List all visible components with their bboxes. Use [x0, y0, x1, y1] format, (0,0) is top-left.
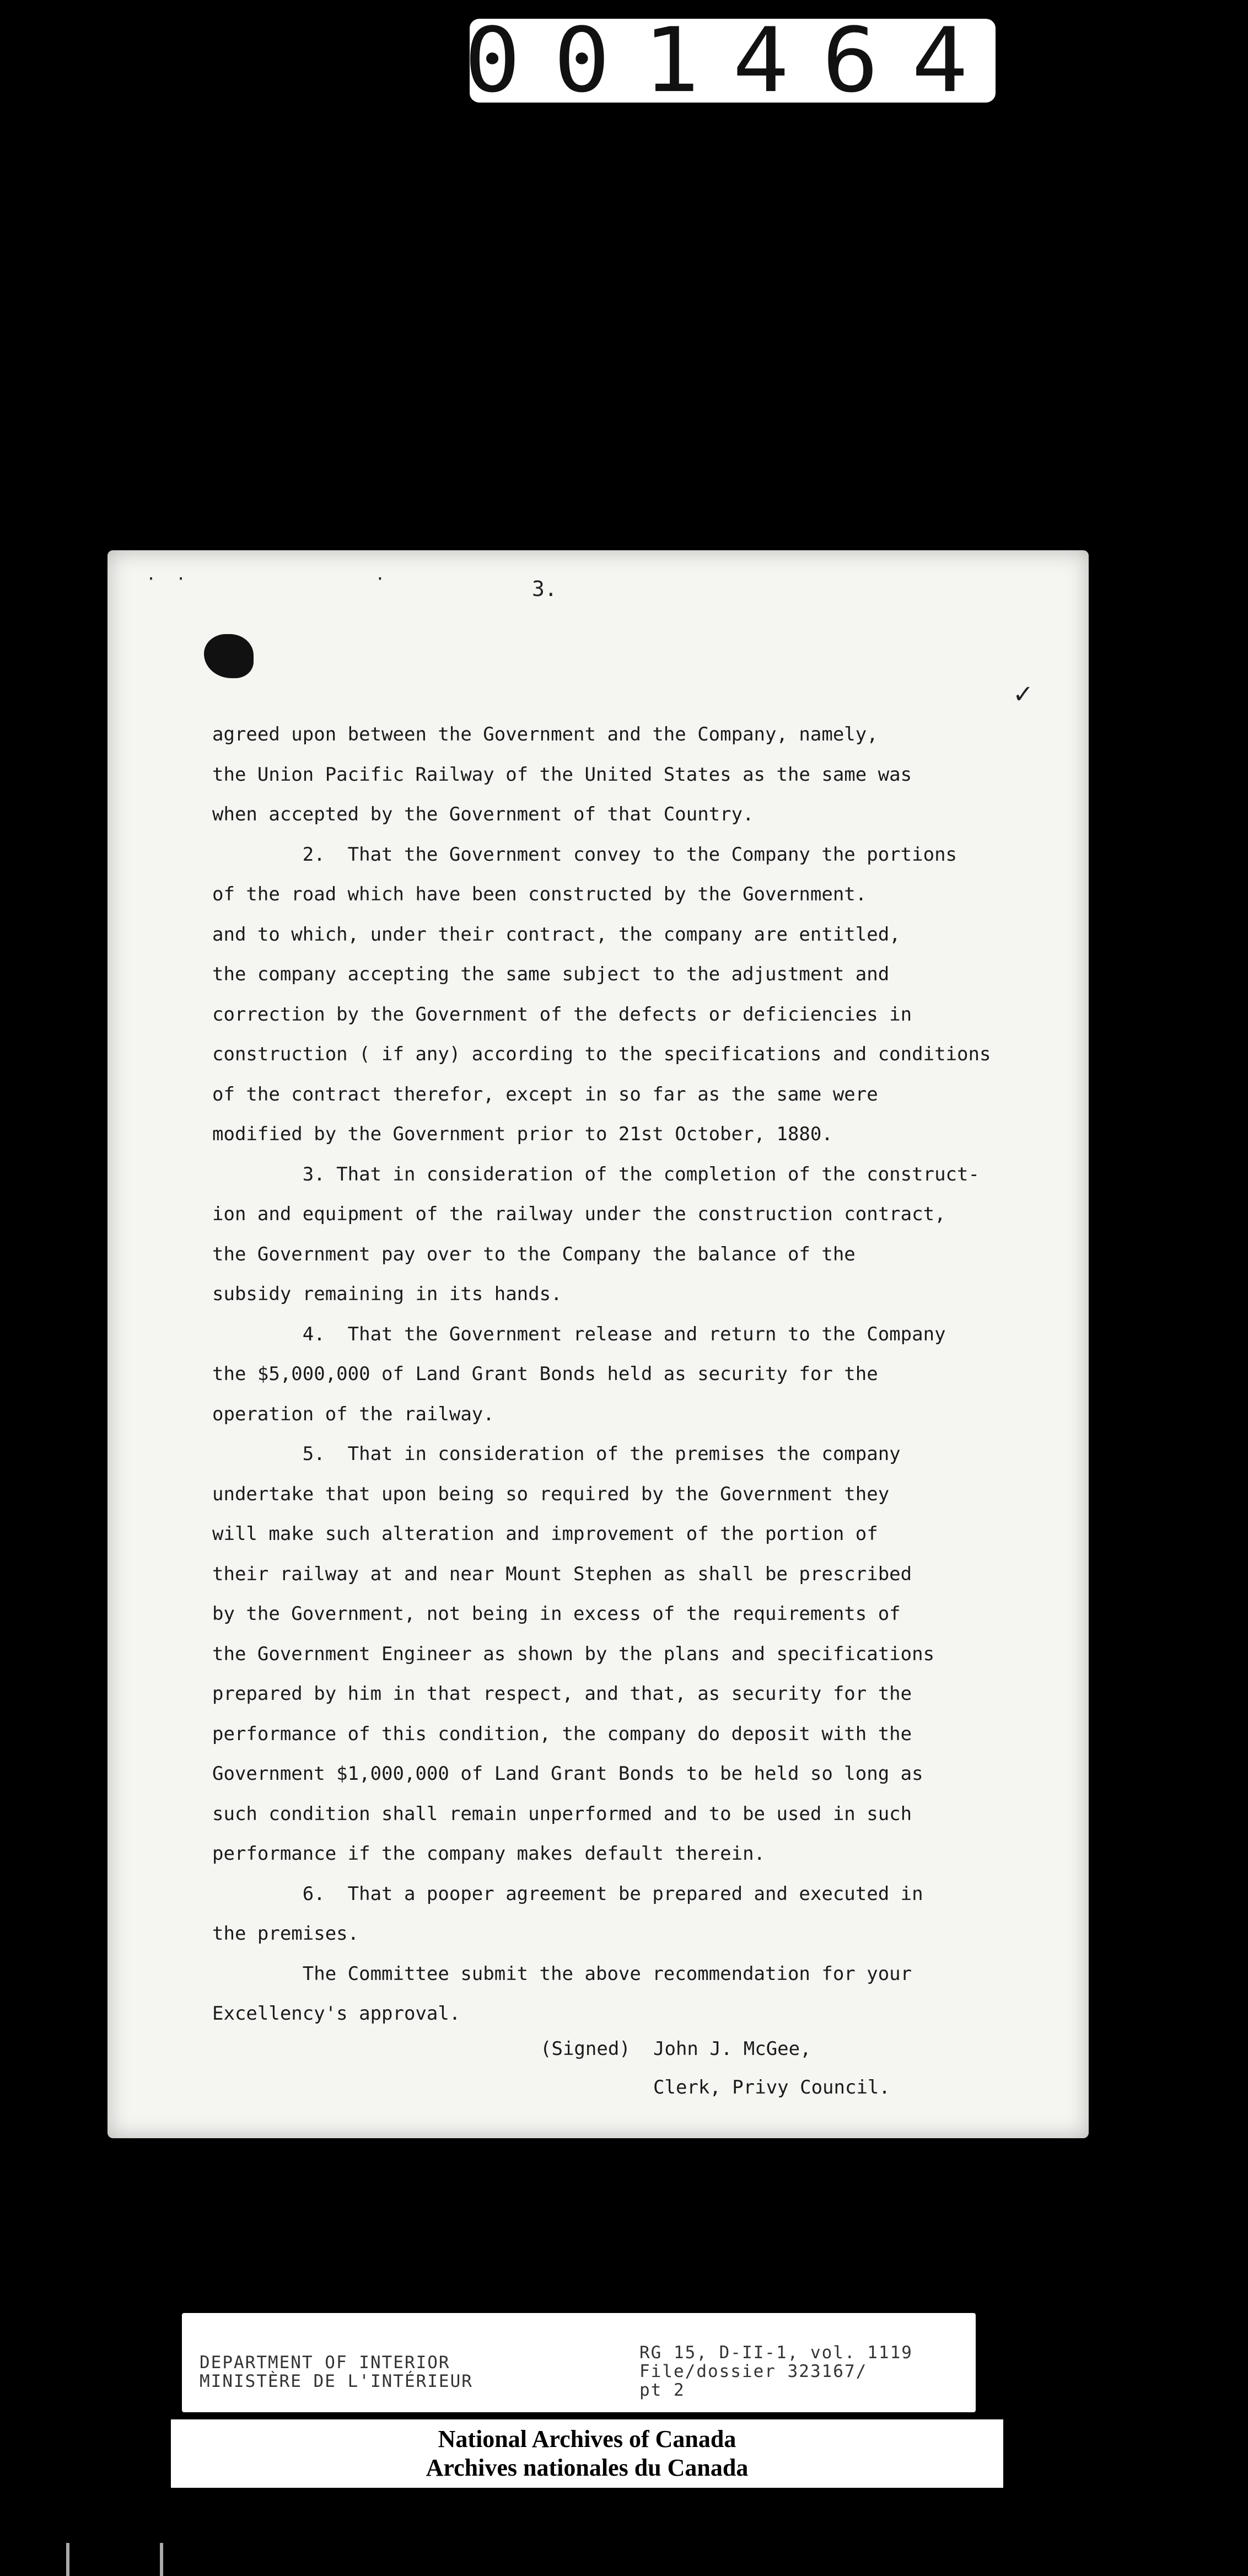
- body-line: will make such alteration and improvement of the portion of: [212, 1523, 878, 1545]
- body-line: modified by the Government prior to 21st October, 1880.: [212, 1123, 833, 1145]
- archives-name-french: Archives nationales du Canada: [426, 2454, 749, 2481]
- body-line: performance of this condition, the company do deposit with the: [212, 1722, 912, 1745]
- body-line: such condition shall remain unperformed and to be used in such: [212, 1802, 912, 1825]
- document-page: [107, 550, 1089, 2138]
- body-line: the premises.: [212, 1923, 359, 1945]
- body-line: of the road which have been constructed by the Government.: [212, 883, 867, 905]
- frame-number: 001464: [464, 8, 1002, 113]
- part-reference: pt 2: [639, 2380, 685, 2400]
- check-mark: ✓: [1014, 677, 1032, 710]
- body-line: 5. That in consideration of the premises the company: [212, 1443, 901, 1465]
- body-line: and to which, under their contract, the company are entitled,: [212, 923, 901, 946]
- page-number: 3.: [532, 577, 557, 601]
- body-line: Excellency's approval.: [212, 2003, 461, 2025]
- archive-reference-label: [182, 2313, 976, 2412]
- body-line: Government $1,000,000 of Land Grant Bonds to be held so long as: [212, 1763, 923, 1785]
- body-line: their railway at and near Mount Stephen as shall be prescribed: [212, 1563, 912, 1585]
- body-line: the Government Engineer as shown by the plans and specifications: [212, 1643, 935, 1665]
- body-line: by the Government, not being in excess of the requirements of: [212, 1603, 901, 1625]
- body-line: construction ( if any) according to the specifications and conditions: [212, 1043, 991, 1065]
- signed-label: (Signed): [540, 2038, 631, 2060]
- body-line: agreed upon between the Government and the Company, namely,: [212, 723, 878, 745]
- body-line: of the contract therefor, except in so far as the same were: [212, 1083, 878, 1105]
- file-reference: File/dossier 323167/: [639, 2362, 868, 2381]
- film-edge-mark: [160, 2543, 163, 2576]
- national-archives-label: [171, 2419, 1003, 2488]
- department-english: DEPARTMENT OF INTERIOR: [200, 2353, 450, 2373]
- body-line: prepared by him in that respect, and that, as security for the: [212, 1683, 912, 1705]
- body-line: 2. That the Government convey to the Company the portions: [212, 843, 957, 866]
- body-line: the Union Pacific Railway of the United States as the same was: [212, 763, 912, 786]
- body-line: 3. That in consideration of the completion of the construct-: [212, 1163, 980, 1185]
- body-line: correction by the Government of the defects or deficiencies in: [212, 1003, 912, 1026]
- body-line: the Government pay over to the Company the balance of the: [212, 1243, 856, 1265]
- body-line: the company accepting the same subject to the adjustment and: [212, 963, 890, 985]
- body-line: 6. That a pooper agreement be prepared and executed in: [212, 1882, 923, 1905]
- body-line: subsidy remaining in its hands.: [212, 1283, 562, 1305]
- record-group-reference: RG 15, D-II-1, vol. 1119: [639, 2343, 913, 2363]
- signatory-name: John J. McGee,: [653, 2038, 811, 2060]
- page-specks: · · ·: [146, 570, 385, 589]
- department-french: MINISTÈRE DE L'INTÉRIEUR: [200, 2371, 473, 2391]
- body-line: the $5,000,000 of Land Grant Bonds held as security for the: [212, 1363, 878, 1385]
- body-line: performance if the company makes default therein.: [212, 1843, 766, 1865]
- signatory-title: Clerk, Privy Council.: [653, 2076, 890, 2099]
- body-line: when accepted by the Government of that Country.: [212, 803, 754, 825]
- body-text: [212, 715, 1072, 2034]
- body-line: ion and equipment of the railway under the construction contract,: [212, 1203, 946, 1225]
- film-edge-mark: [66, 2543, 69, 2576]
- body-line: undertake that upon being so required by the Government they: [212, 1483, 890, 1505]
- body-line: 4. That the Government release and return to the Company: [212, 1323, 946, 1345]
- archives-name-english: National Archives of Canada: [438, 2425, 736, 2452]
- body-line: The Committee submit the above recommendation for your: [212, 1962, 912, 1985]
- ink-blot: [204, 634, 254, 678]
- body-line: operation of the railway.: [212, 1403, 494, 1425]
